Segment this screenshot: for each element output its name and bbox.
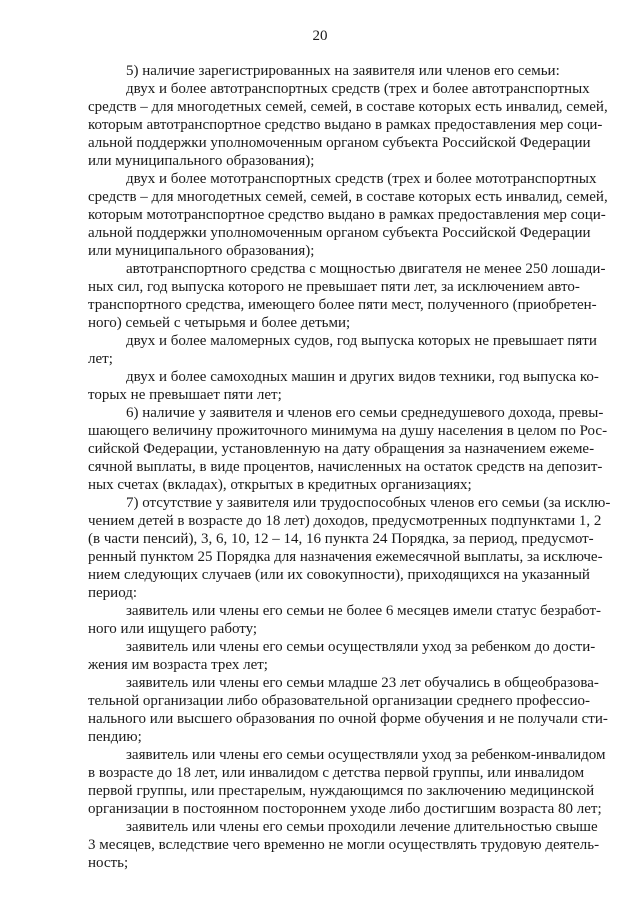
text-line: (в части пенсий), 3, 6, 10, 12 – 14, 16 пункта 24 Порядка, за период, предусмот- (88, 531, 594, 547)
paragraph-item-5 (88, 62, 560, 80)
text-line: шающего величину прожиточного минимума на душу населения в целом по Рос- (88, 423, 608, 439)
text-line: 7) отсутствие у заявителя или трудоспособных членов его семьи (за исклю- (126, 495, 611, 511)
paragraph-child-care (88, 638, 596, 674)
document-body (88, 62, 611, 872)
text-line: ренный пунктом 25 Порядка для назначения ежемесячной выплаты, за исключе- (88, 549, 603, 565)
text-line: которым автотранспортное средство выдано в рамках предоставления мер соци- (88, 117, 603, 133)
text-line: ных счетах (вкладах), открытых в кредитных организациях; (88, 477, 472, 493)
text-line: ность; (88, 855, 129, 871)
text-line: первой группы, или престарелым, нуждающимся по заключению медицинской (88, 783, 595, 799)
text-line: альной поддержки уполномоченным органом субъекта Российской Федерации (88, 225, 591, 241)
page-number: 20 (312, 28, 328, 44)
text-line: торых не превышает пяти лет; (88, 387, 282, 403)
paragraph-item-7 (88, 494, 611, 602)
text-line: ного или ищущего работу; (88, 621, 258, 637)
text-line: сячной выплаты, в виде процентов, начисленных на остаток средств на депозит- (88, 459, 603, 475)
text-line: двух и более маломерных судов, год выпуска которых не превышает пяти (126, 333, 597, 349)
paragraph-self-propelled (88, 368, 599, 404)
text-line: жения им возраста трех лет; (88, 657, 268, 673)
text-line: двух и более мототранспортных средств (трех и более мототранспортных (126, 171, 597, 187)
text-line: заявитель или члены его семьи осуществляли уход за ребенком до дости- (126, 639, 596, 655)
text-line: ного) семьей с четырьмя и более детьми; (88, 315, 351, 331)
text-line: заявитель или члены его семьи младше 23 лет обучались в общеобразова- (126, 675, 599, 691)
paragraph-students (88, 674, 608, 746)
text-line: транспортного средства, имеющего более пяти мест, полученного (приобретен- (88, 297, 597, 313)
text-line: 3 месяцев, вследствие чего временно не могли осуществлять трудовую деятель- (88, 837, 600, 853)
text-line: или муниципального образования); (88, 153, 315, 169)
text-line: средств – для многодетных семей, семей, в составе которых есть инвалид, семей, (88, 99, 608, 115)
text-line: средств – для многодетных семей, семей, в составе которых есть инвалид, семей, (88, 189, 608, 205)
text-line: ных сил, год выпуска которого не превышает пяти лет, за исключением авто- (88, 279, 580, 295)
text-line: тельной организации либо образовательной организации среднего профессио- (88, 693, 591, 709)
paragraph-item-6 (88, 404, 608, 494)
paragraph-auto (88, 80, 608, 170)
paragraph-unemployed (88, 602, 601, 638)
text-line: автотранспортного средства с мощностью двигателя не менее 250 лошади- (126, 261, 606, 277)
text-line: сийской Федерации, установленную на дату обращения за назначением ежеме- (88, 441, 595, 457)
paragraph-disabled-care (88, 746, 606, 818)
paragraph-engine-power (88, 260, 606, 332)
text-line: 5) наличие зарегистрированных на заявителя или членов его семьи: (126, 63, 560, 79)
text-line: организации в постоянном постороннем уходе либо достигшим возраста 80 лет; (88, 801, 602, 817)
paragraph-small-vessels (88, 332, 597, 368)
text-line: в возрасте до 18 лет, или инвалидом с детства первой группы, или инвалидом (88, 765, 585, 781)
text-line: нием следующих случаев (или их совокупности), приходящихся на указанный (88, 567, 590, 583)
text-line: заявитель или члены его семьи осуществляли уход за ребенком-инвалидом (126, 747, 606, 763)
text-line: или муниципального образования); (88, 243, 315, 259)
paragraph-treatment (88, 818, 600, 872)
text-line: которым мототранспортное средство выдано в рамках предоставления мер соци- (88, 207, 606, 223)
text-line: альной поддержки уполномоченным органом субъекта Российской Федерации (88, 135, 591, 151)
paragraph-moto (88, 170, 608, 260)
text-line: нального или высшего образования по очной форме обучения и не получали сти- (88, 711, 608, 727)
text-line: двух и более самоходных машин и других видов техники, год выпуска ко- (126, 369, 599, 385)
text-line: двух и более автотранспортных средств (трех и более автотранспортных (126, 81, 590, 97)
text-line: период: (88, 585, 138, 601)
text-line: чением детей в возрасте до 18 лет) доходов, предусмотренных подпунктами 1, 2 (88, 513, 602, 529)
text-line: пендию; (88, 729, 142, 745)
text-line: 6) наличие у заявителя и членов его семьи среднедушевого дохода, превы- (126, 405, 604, 421)
text-line: заявитель или члены его семьи проходили лечение длительностью свыше (126, 819, 598, 835)
text-line: лет; (88, 351, 113, 367)
text-line: заявитель или члены его семьи не более 6 месяцев имели статус безработ- (126, 603, 601, 619)
